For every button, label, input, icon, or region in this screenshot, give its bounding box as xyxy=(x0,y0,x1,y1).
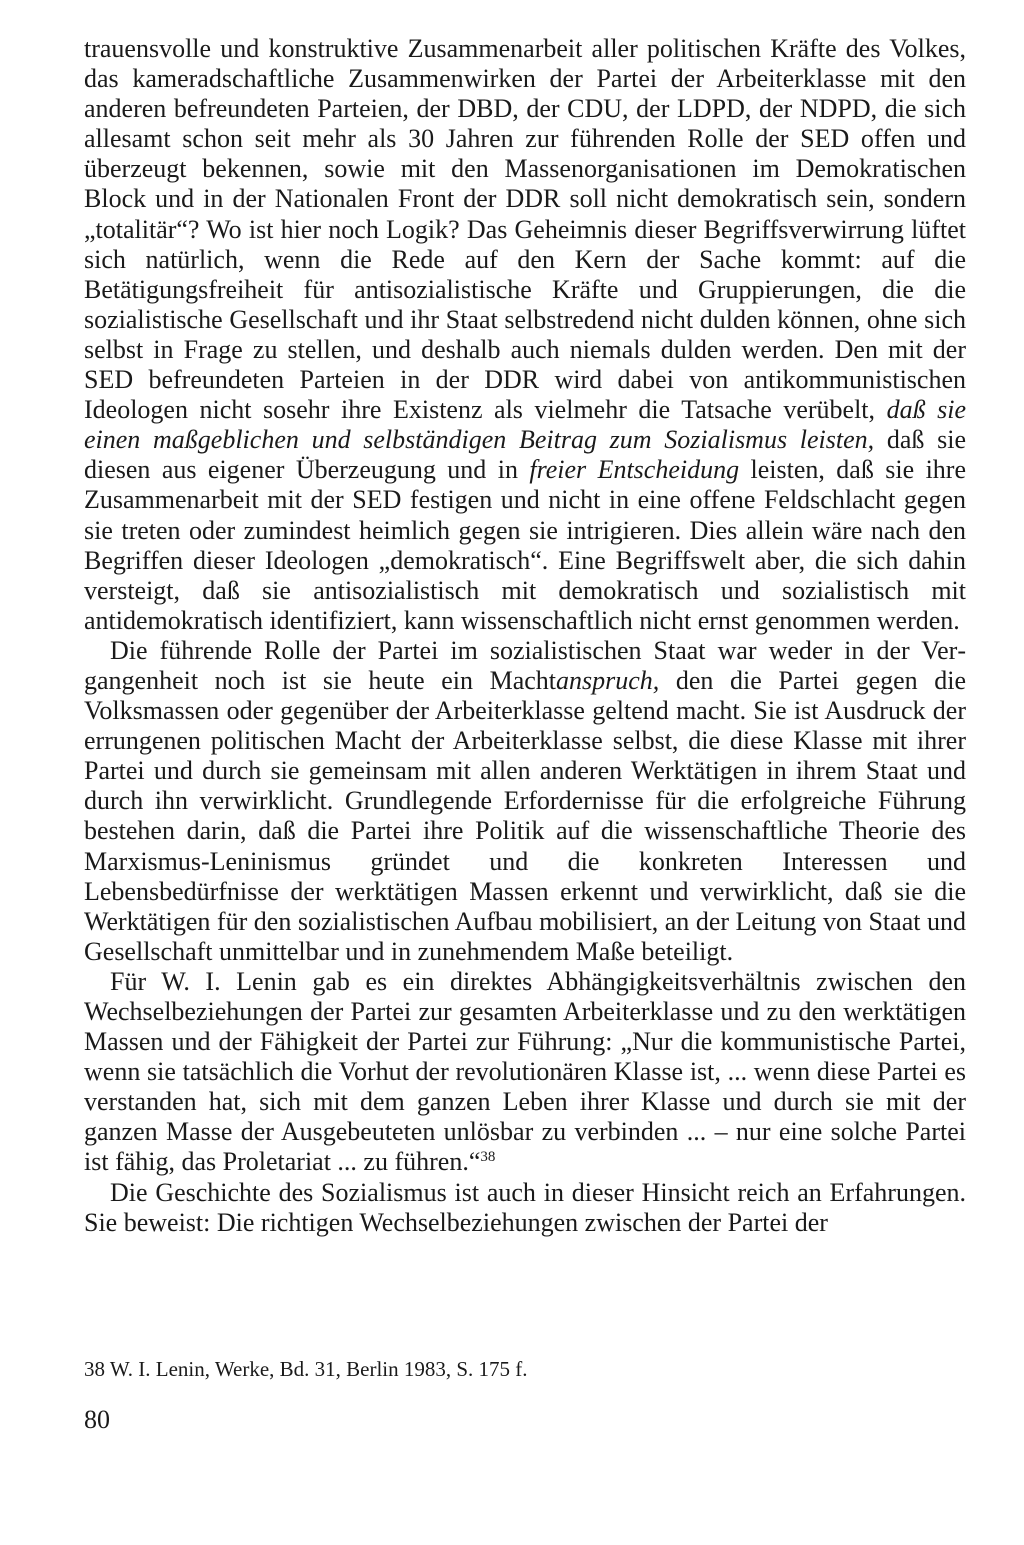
emphasized-text: daß sie einen maßgeblichen und selbständigen Beitrag zum Sozialismus leisten, xyxy=(84,395,966,455)
body-text xyxy=(84,34,966,1238)
text-run: trauensvolle und konstruktive Zusammenarbeit aller politischen Kräfte des Volkes, das kameradschaftliche Zusammenwirken der Partei der Arbeiterklasse mit den anderen befreundeten Parteien, der DBD, der CDU, der LDPD, der NDPD, die sich allesamt schon seit mehr als 30 Jahren zur führenden Rolle der SED offen und überzeugt bekennen, sowie mit den Massenorganisationen im Demokratischen Block und in der Nationalen Front der DDR soll nicht demokratisch sein, sondern „totalitär“? Wo ist hier noch Logik? Das Geheimnis dieser Begriffsverwirrung lüftet sich natürlich, wenn die Rede auf den Kern der Sache kommt: auf die Betätigungsfreiheit für antisozialistische Kräfte und Gruppierungen, die die sozialistische Gesellschaft und ihr Staat selbstredend nicht dulden können, ohne sich selbst in Frage zu stellen, und deshalb auch niemals dulden werden. Den mit der SED befreundeten Parteien in der DDR wird dabei von antikommunistischen Ideologen nicht sosehr ihre Existenz als vielmehr die Tatsache verübelt, xyxy=(84,34,966,425)
footnote-marker: 38 xyxy=(480,1149,496,1166)
text-run: leisten, daß sie ihre Zusammenarbeit mit der SED festigen und nicht in eine offene Feldschlacht gegen sie treten oder zumindest heimlich gegen sie intrigieren. Dies allein wäre nach den Begriffen dieser Ideologen „demokratisch“. Eine Begriffswelt aber, die sich dahin versteigt, daß sie antisozialistisch mit demokratisch und sozialistisch mit antidemokratisch identifiziert, kann wissenschaftlich nicht ernst genommen werden. xyxy=(84,455,966,635)
text-run: Die Geschichte des Sozialismus ist auch in dieser Hinsicht reich an Erfahrungen. Sie beweist: Die richtigen Wechselbeziehungen zwischen der Partei der xyxy=(84,1177,966,1237)
paragraph xyxy=(84,1178,966,1238)
page-number: 80 xyxy=(84,1405,110,1434)
text-run: Die führende Rolle der Partei im sozialistischen Staat war weder in der Vergangenheit noch ist sie heute ein Macht xyxy=(84,635,966,695)
text-run: daß sie diesen aus eigener Überzeugung und in xyxy=(84,425,967,485)
text-run: den die Partei gegen die Volksmassen oder gegenüber der Arbeiterklasse geltend macht. Sie ist Ausdruck der errungenen politischen Macht der Arbeiterklasse selbst, die diese Klasse mit ihrer Partei und durch sie gemeinsam mit allen anderen Werktätigen in ihrem Staat und durch ihn verwirklicht. Grundlegende Erfordernisse für die erfolgreiche Führung bestehen darin, daß die Partei ihre Politik auf die wissenschaftliche Theorie des Marxismus-Leninismus gründet und die konkreten Interessen und Lebensbedürfnisse der werktätigen Massen erkennt und verwirklicht, daß sie die Werktätigen für den sozialistischen Aufbau mobilisiert, an der Leitung von Staat und Gesellschaft unmittelbar und in zunehmendem Maße beteiligt. xyxy=(84,665,967,966)
paragraph xyxy=(84,967,966,1178)
text-run: Für W. I. Lenin gab es ein direktes Abhängigkeitsverhältnis zwischen den Wechselbeziehungen der Partei zur gesamten Arbeiterklasse und zu den werktätigen Massen und der Fähigkeit der Partei zur Führung: „Nur die kommunistische Partei, wenn sie tatsächlich die Vorhut der revolutionären Klasse ist, ... wenn diese Partei es verstanden hat, sich mit dem ganzen Leben ihrer Klasse und durch sie mit der ganzen Masse der Ausgebeuteten unlösbar zu verbinden ... – nur eine solche Partei ist fähig, das Proletariat ... zu führen.“ xyxy=(84,966,966,1177)
emphasized-text: freier Entscheidung xyxy=(529,455,740,485)
paragraph xyxy=(84,636,966,967)
paragraph xyxy=(84,34,966,636)
emphasized-text: anspruch, xyxy=(556,665,660,695)
footnote: 38 W. I. Lenin, Werke, Bd. 31, Berlin 1983, S. 175 f. xyxy=(84,1357,528,1381)
